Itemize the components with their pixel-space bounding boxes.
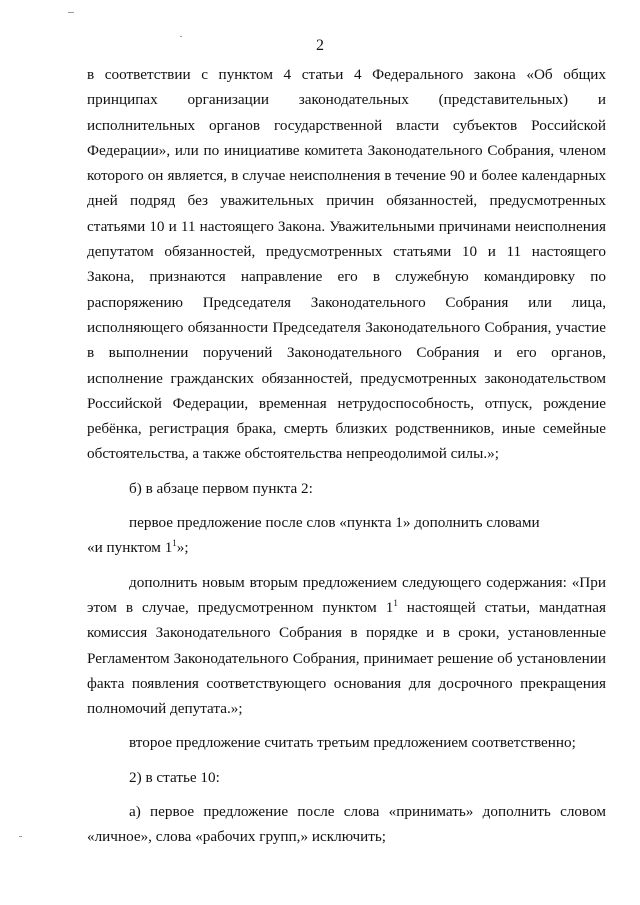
amendment-text-line-2-end: »; [176, 539, 189, 557]
superscript-1: 1 [172, 538, 177, 549]
scan-artifact [19, 836, 22, 837]
amendment-text-line-2-start: «и пунктом 1 [87, 539, 173, 557]
paragraph-second-to-third: второе предложение считать третьим предложением соответственно; [129, 734, 576, 752]
new-sentence-quote-start: «При этом в случае, предусмотренном пунктом 1 [87, 573, 606, 616]
paragraph-article-10: 2) в статье 10: [129, 768, 220, 786]
paragraph-new-sentence [87, 570, 606, 722]
amendment-text-line-1: первое предложение после слов «пункта 1» дополнить словами [129, 514, 540, 532]
paragraph-first-sentence-amendment [87, 510, 606, 561]
new-sentence-quote-rest: настоящей статьи, мандатная комиссия Законодательного Собрания в порядке и в сроки, установленные Регламентом Законодательного Собрания, принимает решение об установлении факта появления соответствующего основания для досрочного прекращения полномочий депутата.»; [87, 598, 606, 718]
scan-artifact [68, 12, 74, 13]
superscript-1-quote: 1 [393, 597, 398, 608]
new-sentence-intro: дополнить новым вторым предложением следующего содержания: [129, 573, 567, 591]
paragraph-item-a: а) первое предложение после слова «принимать» дополнить словом «личное», слова «рабочих групп,» исключить; [87, 803, 606, 846]
paragraph-continuation: в соответствии с пунктом 4 статьи 4 Федерального закона «Об общих принципах организации законодательных (представительных) и исполнительных органов государственной власти субъектов Российской Федерации», или по инициативе комитета Законодательного Собрания, членом которого он является, в случае неисполнения в течение 90 и более календарных дней подряд без уважительных причин обязанностей, предусмотренных статьями 10 и 11 настоящего Закона. Уважительными причинами неисполнения депутатом обязанностей, предусмотренных статьями 10 и 11 настоящего Закона, признаются направление его в служебную командировку по распоряжению Председателя Законодательного Собрания или лица, исполняющего обязанности Председателя Законодательного Собрания, участие в выполнении поручений Законодательного Собрания и его органов, исполнение гражданских обязанностей, предусмотренных законодательством Российской Федерации, временная нетрудоспособность, отпуск, рождение ребёнка, регистрация брака, смерть близких родственников, иные семейные обстоятельства, а также обстоятельства непреодолимой силы.»; [87, 66, 606, 463]
document-body [87, 62, 606, 850]
paragraph-item-b: б) в абзаце первом пункта 2: [129, 479, 313, 497]
page-number: 2 [316, 37, 324, 54]
scan-artifact [180, 36, 182, 37]
